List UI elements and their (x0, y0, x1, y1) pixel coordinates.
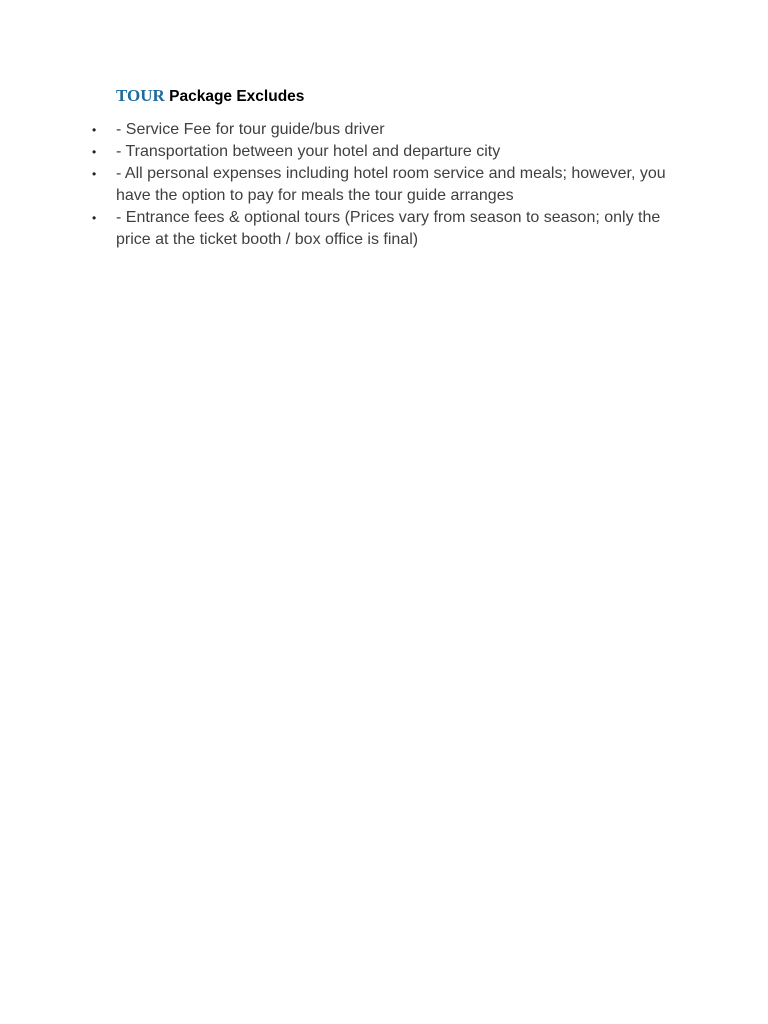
bullet-icon: • (92, 123, 97, 137)
excludes-list (92, 119, 676, 251)
bullet-icon: • (92, 211, 97, 225)
heading-brand: TOUR (116, 86, 165, 105)
bullet-icon: • (92, 167, 97, 181)
list-item-text: - Entrance fees & optional tours (Prices vary from season to season; only the price at the ticket booth / box office is final) (116, 209, 661, 248)
list-item-text: - Transportation between your hotel and departure city (116, 143, 501, 160)
list-item (92, 119, 676, 141)
list-item-text: - Service Fee for tour guide/bus driver (116, 121, 385, 138)
heading-text: Package Excludes (169, 88, 305, 105)
list-item (92, 207, 676, 251)
bullet-icon: • (92, 145, 97, 159)
list-item-text: - All personal expenses including hotel room service and meals; however, you have the option to pay for meals the tour guide arranges (116, 165, 666, 204)
list-item (92, 141, 676, 163)
list-item (92, 163, 676, 207)
section-heading (116, 86, 304, 107)
